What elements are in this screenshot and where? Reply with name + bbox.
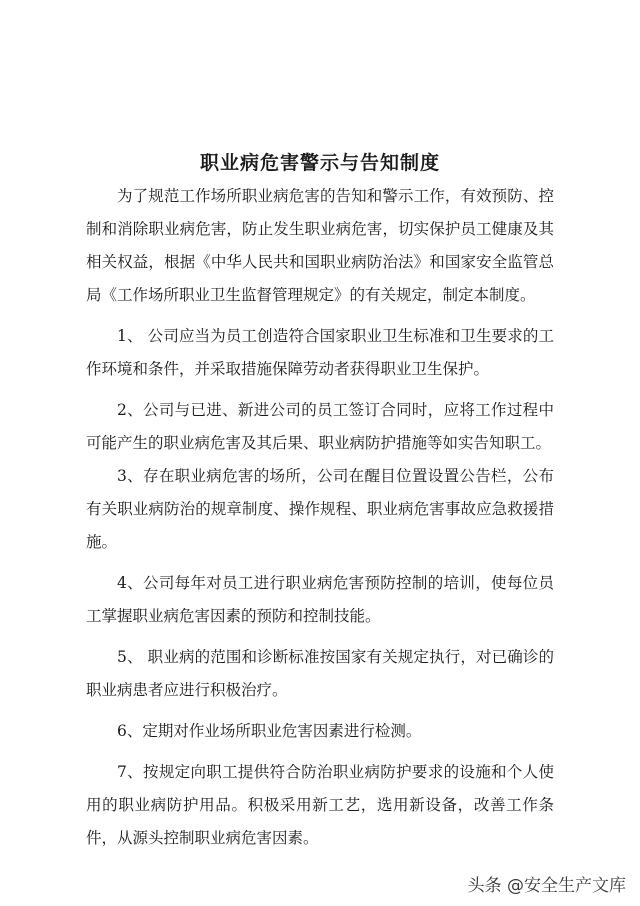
paragraph-item-3: 3、存在职业病危害的场所，公司在醒目位置设置公告栏，公布有关职业病防治的规章制度、操作规程、职业病危害事故应急救援措施。 xyxy=(86,467,554,551)
paragraph-intro: 为了规范工作场所职业病危害的告知和警示工作，有效预防、控制和消除职业病危害，防止发生职业病危害，切实保护员工健康及其相关权益，根据《中华人民共和国职业病防治法》和国家安全监管总局《工作场所职业卫生监督管理规定》的有关规定，制定本制度。 xyxy=(86,187,554,304)
paragraph-item-5: 5、 职业病的范围和诊断标准按国家有关规定执行，对已确诊的职业病患者应进行积极治疗。 xyxy=(86,648,554,699)
document-title: 职业病危害警示与告知制度 xyxy=(199,152,440,174)
paragraph-item-7: 7、按规定向职工提供符合防治职业病防护要求的设施和个人使用的职业病防护用品。积极采用新工艺，选用新设备，改善工作条件，从源头控制职业病危害因素。 xyxy=(86,763,554,847)
paragraph-item-4: 4、公司每年对员工进行职业病危害预防控制的培训，使每位员工掌握职业病危害因素的预防和控制技能。 xyxy=(86,574,554,625)
source-watermark: 头条 @安全生产文库 xyxy=(467,876,626,896)
paragraph-item-1: 1、 公司应当为员工创造符合国家职业卫生标准和卫生要求的工作环境和条件，并采取措施保障劳动者获得职业卫生保护。 xyxy=(86,327,554,378)
paragraph-item-6: 6、定期对作业场所职业危害因素进行检测。 xyxy=(117,722,422,740)
paragraph-item-2: 2、公司与已进、新进公司的员工签订合同时，应将工作过程中可能产生的职业病危害及其后果、职业病防护措施等如实告知职工。 xyxy=(86,401,554,452)
document-body xyxy=(86,180,554,855)
